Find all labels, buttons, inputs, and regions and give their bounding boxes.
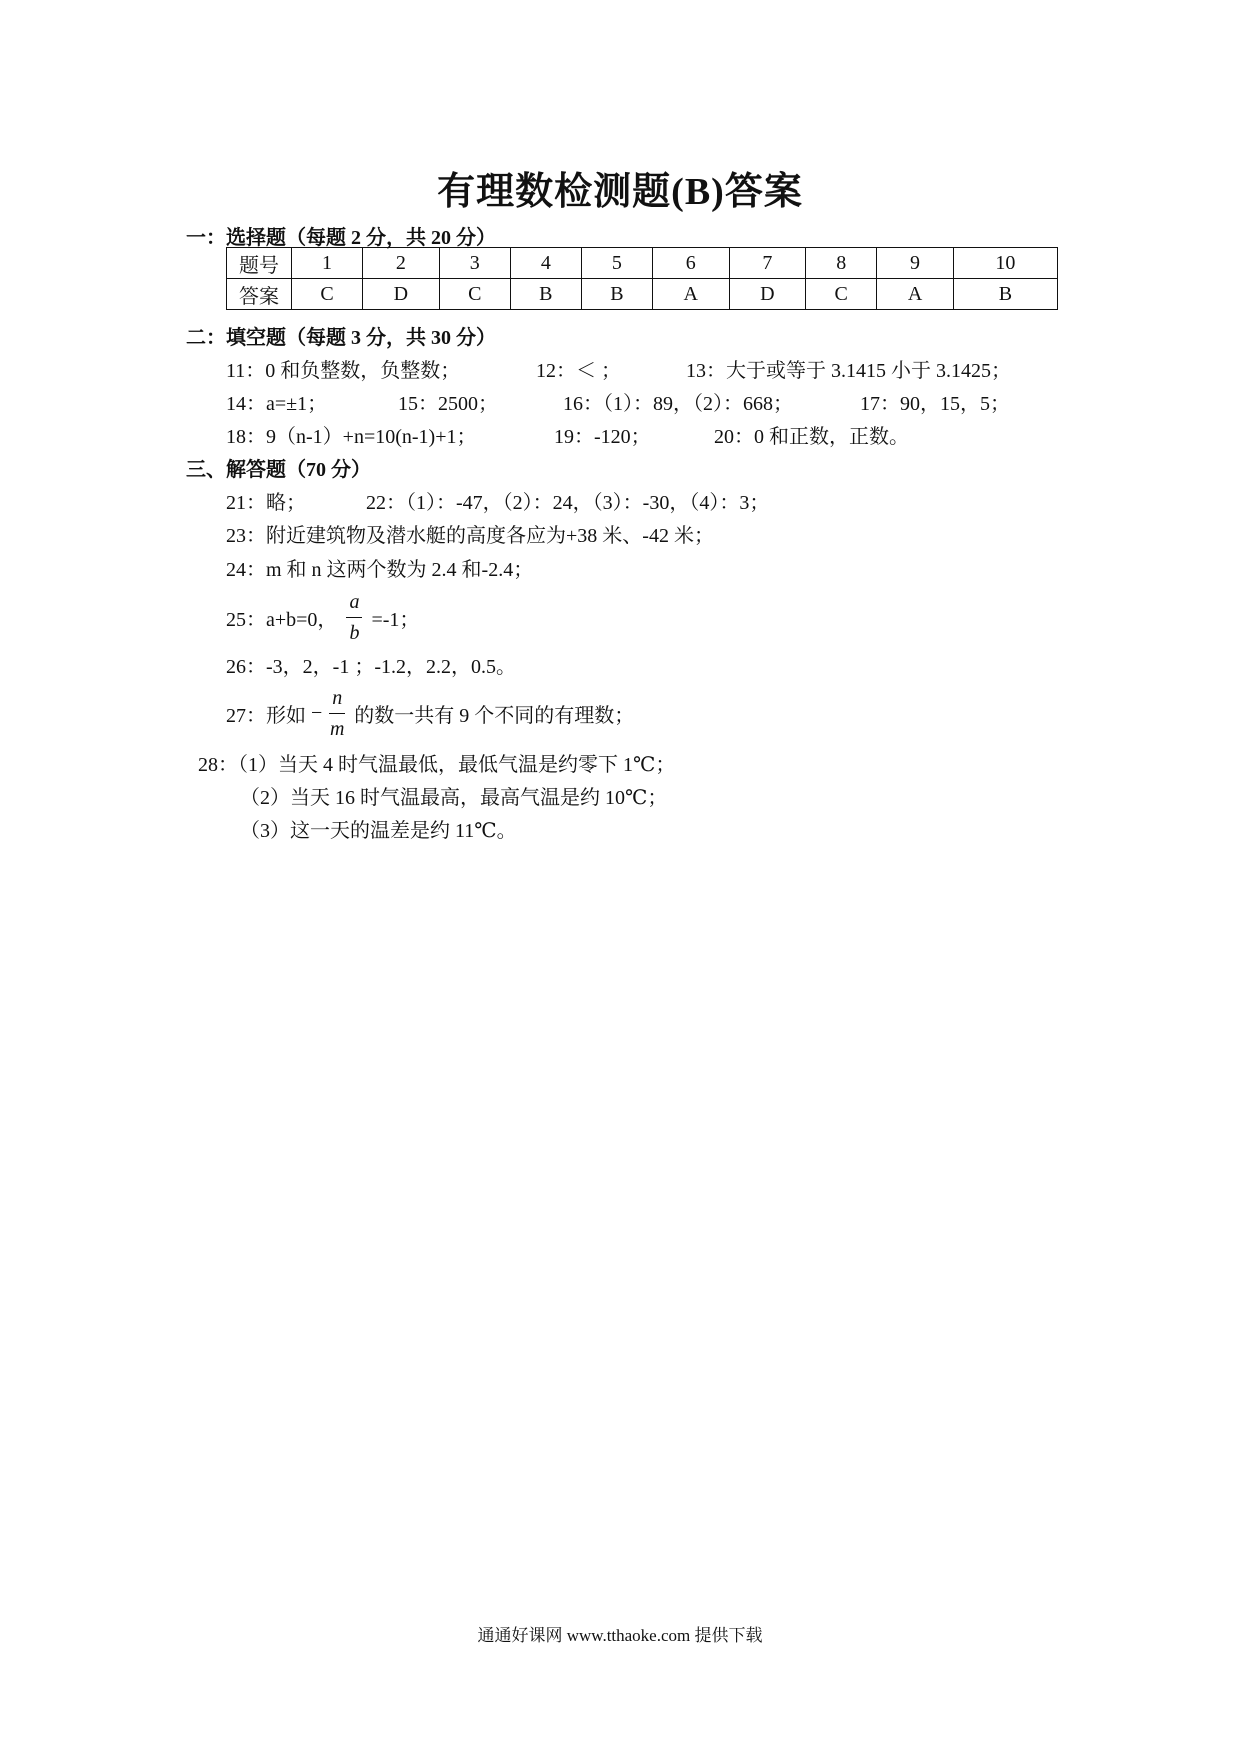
minus-sign: − (311, 702, 323, 724)
answer-19: 19：-120； (554, 426, 651, 448)
answer-25 (226, 587, 419, 648)
table-cell: D (729, 279, 806, 310)
table-cell: 3 (439, 248, 510, 279)
table-cell: B (581, 279, 652, 310)
answer-12: 12：＜ ； (536, 360, 621, 382)
answer-21: 21：略； (226, 492, 306, 514)
page-title: 有理数检测题(B)答案 (437, 171, 803, 213)
answer-28-part2: （2）当天 16 时气温最高，最高气温是约 10℃； (240, 787, 668, 809)
answer-15: 15：2500； (398, 393, 498, 415)
answer-line-11-13 (0, 354, 1240, 380)
table-cell: A (877, 279, 954, 310)
table-cell: B (953, 279, 1057, 310)
table-cell: 5 (581, 248, 652, 279)
answer-27-prefix: 27：形如 (226, 705, 306, 727)
table-cell: B (510, 279, 581, 310)
table-cell: D (363, 279, 440, 310)
answer-20: 20：0 和正数，正数。 (714, 426, 909, 448)
answer-18: 18：9（n-1）+n=10(n-1)+1； (226, 426, 477, 448)
answer-line-21-22 (0, 486, 1240, 512)
section3-heading: 三、解答题（70 分） (186, 459, 371, 481)
answer-22: 22：（1）：-47，（2）：24，（3）：-30，（4）：3； (366, 492, 770, 514)
table-row-answers (227, 279, 1058, 310)
answer-27-suffix: 的数一共有 9 个不同的有理数； (354, 705, 635, 727)
answer-line-18-20 (0, 420, 1240, 446)
answer-28-part1: 28：（1）当天 4 时气温最低，最低气温是约零下 1℃； (198, 754, 676, 776)
table-cell: 8 (806, 248, 877, 279)
table-row-label: 题号 (227, 248, 292, 279)
fraction-denominator: m (330, 718, 345, 740)
answer-25-prefix: 25：a+b=0， (226, 609, 338, 631)
answer-table (226, 247, 1058, 310)
table-cell: 7 (729, 248, 806, 279)
answer-17: 17：90，15，5； (860, 393, 1010, 415)
table-cell: C (292, 279, 363, 310)
table-cell: A (652, 279, 729, 310)
fraction-numerator: n (329, 683, 345, 714)
answer-25-suffix: =-1； (371, 609, 420, 631)
fraction-n-over-m (329, 683, 345, 744)
fraction-numerator: a (346, 587, 362, 618)
table-cell: 9 (877, 248, 954, 279)
fraction-a-over-b (346, 587, 362, 648)
section2-heading: 二：填空题（每题 3 分，共 30 分） (186, 327, 496, 349)
table-row-numbers (227, 248, 1058, 279)
answer-line-14-17 (0, 387, 1240, 413)
answer-13: 13：大于或等于 3.1415 小于 3.1425； (686, 360, 1011, 382)
answer-28-part3: （3）这一天的温差是约 11℃。 (240, 820, 517, 842)
table-cell: C (806, 279, 877, 310)
footer-credit: 通通好课网 www.tthaoke.com 提供下载 (477, 1626, 763, 1645)
table-cell: 6 (652, 248, 729, 279)
fraction-denominator: b (349, 622, 360, 644)
answer-23: 23：附近建筑物及潜水艇的高度各应为+38 米、-42 米； (226, 525, 714, 547)
section1-heading: 一：选择题（每题 2 分，共 20 分） (186, 227, 496, 249)
answer-26: 26：-3，2，-1 ；-1.2，2.2，0.5。 (226, 656, 516, 678)
answer-27 (226, 683, 634, 744)
table-cell: 2 (363, 248, 440, 279)
table-cell: 4 (510, 248, 581, 279)
table-cell: 10 (953, 248, 1057, 279)
table-cell: C (439, 279, 510, 310)
table-cell: 1 (292, 248, 363, 279)
answer-11: 11：0 和负整数，负整数； (226, 360, 461, 382)
answer-24: 24：m 和 n 这两个数为 2.4 和-2.4； (226, 559, 534, 581)
answer-14: 14：a=±1； (226, 393, 328, 415)
answer-16: 16：（1）：89，（2）：668； (563, 393, 793, 415)
table-row-label: 答案 (227, 279, 292, 310)
